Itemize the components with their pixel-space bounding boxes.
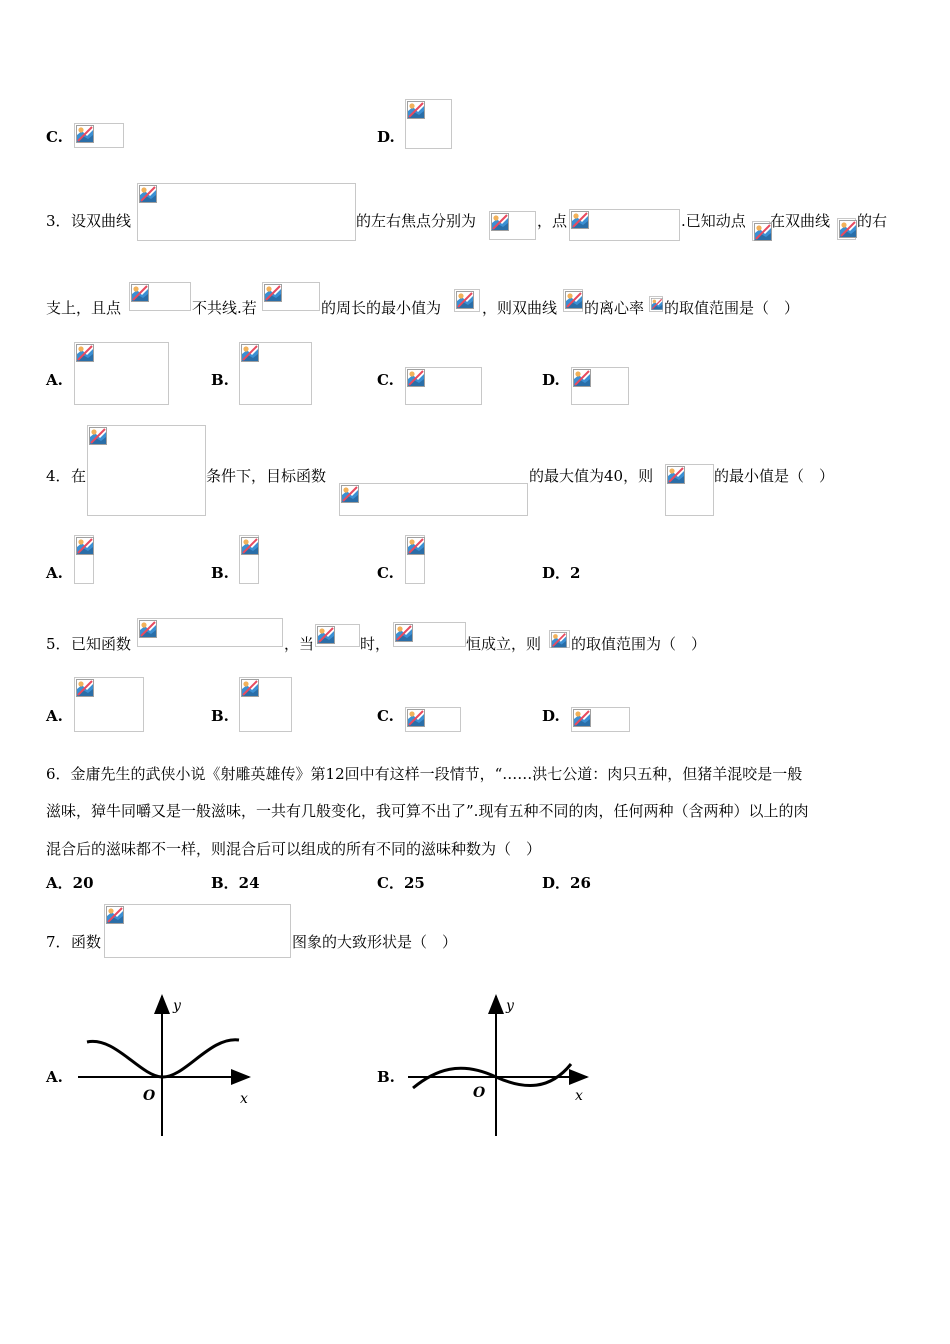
q4-option-c-label: C. [377, 564, 394, 582]
broken-image-icon [76, 537, 94, 555]
q5-option-a-image [74, 677, 144, 732]
q3-points-image [129, 282, 191, 311]
q5-option-a-label: A. [46, 707, 63, 725]
q3-point-image [569, 209, 680, 241]
broken-image-icon [76, 125, 94, 143]
broken-image-icon [407, 369, 425, 387]
q6-line-1: 6．金庸先生的武侠小说《射雕英雄传》第12回中有这样一段情节，“……洪七公道：肉只五种，但猪羊混咬是一般 [46, 765, 803, 783]
q3-triangle-image [262, 282, 320, 311]
q4-option-c-image [405, 535, 425, 584]
q7-number: 7． [46, 933, 71, 951]
q5-option-c-image [405, 707, 461, 732]
q3-option-d-image [571, 367, 629, 405]
q3-curve-c-image [563, 289, 583, 312]
q4-text-2: 条件下，目标函数 [206, 467, 327, 485]
broken-image-icon [407, 709, 425, 727]
broken-image-icon [551, 632, 567, 648]
broken-image-icon [573, 709, 591, 727]
q3-number: 3． [46, 212, 71, 230]
q4-text-1: 在 [71, 467, 87, 485]
q4-option-a-label: A. [46, 564, 63, 582]
broken-image-icon [341, 485, 359, 503]
q5-param-image [549, 630, 570, 648]
q4-option-a-image [74, 535, 94, 584]
q3-eccentricity-image [649, 296, 663, 312]
broken-image-icon [407, 101, 425, 119]
broken-image-icon [667, 466, 685, 484]
origin-label: O [473, 1085, 486, 1101]
broken-image-icon [456, 291, 474, 309]
broken-image-icon [106, 906, 124, 924]
y-axis-label: y [506, 998, 514, 1014]
q5-number: 5． [46, 635, 71, 653]
q4-option-b-label: B. [211, 564, 229, 582]
y-axis-label: y [173, 998, 181, 1014]
q4-expression-image [665, 464, 714, 516]
q5-text-3: 时， [360, 635, 391, 653]
q3-option-a-image [74, 342, 169, 405]
broken-image-icon [573, 369, 591, 387]
broken-image-icon [89, 427, 107, 445]
broken-image-icon [264, 284, 282, 302]
q3-option-c-label: C. [377, 371, 394, 389]
q3-option-d-label: D. [542, 371, 560, 389]
q4-number: 4． [46, 467, 71, 485]
q5-option-d-label: D. [542, 707, 560, 725]
broken-image-icon [139, 185, 157, 203]
q3-text-2: 的左右焦点分别为 [356, 212, 477, 230]
q5-text-2: ，当 [284, 635, 315, 653]
broken-image-icon [241, 679, 259, 697]
broken-image-icon [76, 344, 94, 362]
q2-option-d-label: D. [377, 128, 395, 146]
broken-image-icon [651, 298, 663, 310]
broken-image-icon [139, 620, 157, 638]
q7-text-1: 函数 [71, 933, 102, 951]
broken-image-icon [76, 679, 94, 697]
q4-option-b-image [239, 535, 259, 584]
broken-image-icon [407, 537, 425, 555]
q3-moving-point-image [752, 221, 770, 241]
q5-function-image [137, 618, 283, 647]
q3-text-10: ，则双曲线 [482, 299, 558, 317]
broken-image-icon [491, 213, 509, 231]
q2-option-c-label: C. [46, 128, 63, 146]
q5-text-1: 已知函数 [71, 635, 132, 653]
q5-text-5: 的取值范围为（ ） [571, 635, 707, 653]
q3-text-11: 的离心率 [584, 299, 645, 317]
q4-option-d: D．2 [542, 564, 581, 582]
broken-image-icon [839, 220, 857, 238]
q5-text-4: 恒成立，则 [466, 635, 542, 653]
q2-option-d-formula-image [405, 99, 452, 149]
q5-option-d-image [571, 707, 630, 732]
q6-option-c: C．25 [377, 874, 425, 892]
q5-condition-image [315, 624, 360, 647]
q5-option-b-label: B. [211, 707, 229, 725]
q3-option-b-image [239, 342, 312, 405]
q3-option-a-label: A. [46, 371, 63, 389]
q3-text-12: 的取值范围是（ ） [664, 299, 800, 317]
q3-text-4: .已知动点 [681, 212, 746, 230]
broken-image-icon [241, 537, 259, 555]
q4-text-3: 的最大值为40，则 [529, 467, 654, 485]
origin-label: O [143, 1088, 156, 1104]
x-axis-label: x [575, 1088, 583, 1104]
q6-option-d: D．26 [542, 874, 591, 892]
q4-objective-image [339, 483, 528, 516]
q5-inequality-image [393, 622, 466, 647]
q3-text-1: 设双曲线 [71, 212, 132, 230]
broken-image-icon [131, 284, 149, 302]
broken-image-icon [395, 624, 413, 642]
q6-line-3: 混合后的滋味都不一样，则混合后可以组成的所有不同的滋味种数为（ ） [46, 840, 542, 858]
q3-text-9: 的周长的最小值为 [321, 299, 442, 317]
broken-image-icon [571, 211, 589, 229]
q5-option-c-label: C. [377, 707, 394, 725]
q4-text-4: 的最小值是（ ） [714, 467, 835, 485]
q7-option-b-graph [405, 990, 595, 1140]
q3-option-c-image [405, 367, 482, 405]
q6-option-b: B．24 [211, 874, 260, 892]
q4-constraints-image [87, 425, 206, 516]
broken-image-icon [317, 626, 335, 644]
q7-option-a-graph [75, 990, 255, 1140]
q3-text-5: 在双曲线 [770, 212, 831, 230]
broken-image-icon [565, 291, 583, 309]
q6-line-2: 滋味，獐牛同嚼又是一般滋味，一共有几般变化，我可算不出了”.现有五种不同的肉，任何两种（含两种）以上的肉 [46, 802, 809, 820]
q3-option-b-label: B. [211, 371, 229, 389]
x-axis-label: x [240, 1091, 248, 1107]
q7-option-b-label: B. [377, 1068, 395, 1086]
q3-curve-name-image [837, 218, 856, 240]
q7-text-2: 图象的大致形状是（ ） [292, 933, 458, 951]
q6-option-a: A．20 [46, 874, 94, 892]
q2-option-c-formula-image [74, 123, 124, 148]
broken-image-icon [241, 344, 259, 362]
q3-text-6: 的右 [857, 212, 888, 230]
q3-text-8: 不共线.若 [192, 299, 257, 317]
q7-function-image [104, 904, 291, 958]
q3-text-7: 支上，且点 [46, 299, 122, 317]
q3-foci-image [489, 211, 536, 240]
q7-option-a-label: A. [46, 1068, 63, 1086]
q5-option-b-image [239, 677, 292, 732]
q3-text-3: ，点 [537, 212, 568, 230]
q3-hyperbola-equation-image [137, 183, 356, 241]
q3-min-value-image [454, 289, 480, 312]
